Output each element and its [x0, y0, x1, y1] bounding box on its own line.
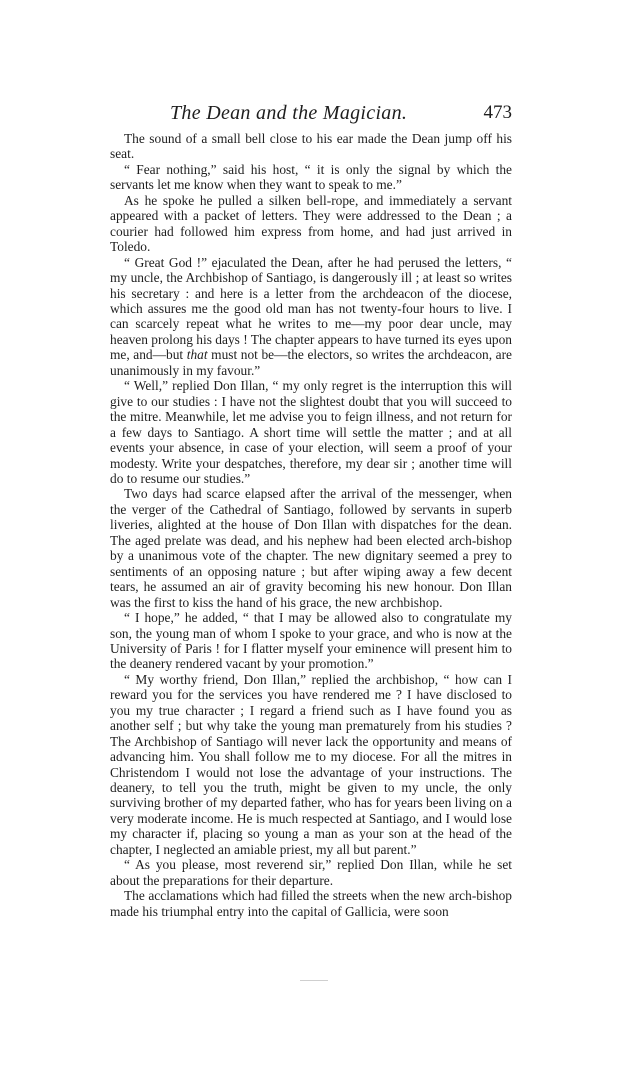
paragraph: “ My worthy friend, Don Illan,” replied the archbishop, “ how can I reward you for the services you have rendered me ? I have disclosed to you my true character ; I regard a friend such as I have found you as another self ; but why take the young man prematurely from his studies ? The Archbishop of Santiago will never lack the opportunity and means of advancing him. You shall follow me to my diocese. For all the mitres in Christendom I would not lose the advantage of your instructions. The deanery, to tell you the truth, might be given to my uncle, the only surviving brother of my departed father, who has for years been living on a very moderate income. He is much respected at Santiago, and I would lose my character if, placing so young a man as your son at the head of the chapter, I neglected an amiable priest, my all but parent.”: [110, 671, 512, 857]
footer-mark: [300, 980, 328, 981]
paragraph: “ Great God !” ejaculated the Dean, after he had perused the letters, “ my uncle, the Archbishop of Santiago, is dangerously ill ; at least so writes his secretary : and here is a letter from the archdeacon of the diocese, which assures me the good old man has not twenty-four hours to live. I can scarcely repeat what he writes to me—my poor dear uncle, may heaven prolong his days ! The chapter appears to have turned its eyes upon me, and—but that must not be—the electors, so writes the archdeacon, are unanimously in my favour.”: [110, 254, 512, 378]
paragraph: “ As you please, most reverend sir,” replied Don Illan, while he set about the preparations for their departure.: [110, 857, 512, 888]
paragraph: Two days had scarce elapsed after the arrival of the messenger, when the verger of the Cathedral of Santiago, followed by servants in superb liveries, alighted at the house of Don Illan with dispatches for the dean. The aged prelate was dead, and his nephew had been elected arch-bishop by a unanimous vote of the chapter. The new dignitary seemed a prey to sentiments of an opposing nature ; but after wiping away a few decent tears, he assumed an air of gravity becoming his new honour. Don Illan was the first to kiss the hand of his grace, the new archbishop.: [110, 486, 512, 610]
paragraph: “ Fear nothing,” said his host, “ it is only the signal by which the servants let me know when they want to speak to me.”: [110, 161, 512, 193]
page-number: 473: [483, 102, 512, 123]
running-title: The Dean and the Magician.: [170, 102, 408, 124]
page-header: [110, 102, 512, 130]
paragraph: The acclamations which had filled the streets when the new arch-bishop made his triumphal entry into the capital of Gallicia, were soon: [110, 888, 512, 919]
italic-word: that: [186, 347, 208, 363]
paragraph: “ I hope,” he added, “ that I may be allowed also to congratulate my son, the young man of whom I spoke to your grace, and who is now at the University of Paris ! for I flatter myself your eminence will present him to the deanery rendered vacant by your promotion.”: [110, 610, 512, 672]
body-text: [110, 131, 512, 919]
paragraph: The sound of a small bell close to his ear made the Dean jump off his seat.: [110, 131, 512, 162]
paragraph: “ Well,” replied Don Illan, “ my only regret is the interruption this will give to our studies : I have not the slightest doubt that you will succeed to the mitre. Meanwhile, let me advise you to feign illness, and not return for a few days to Santiago. A short time will settle the matter ; and at all events your absence, in case of your election, will seem a proof of your modesty. Write your despatches, therefore, my dear sir ; another time will do to resume our studies.”: [110, 378, 512, 486]
paragraph: As he spoke he pulled a silken bell-rope, and immediately a servant appeared with a packet of letters. They were addressed to the Dean ; a courier had followed him express from home, and had just arrived in Toledo.: [110, 192, 512, 255]
